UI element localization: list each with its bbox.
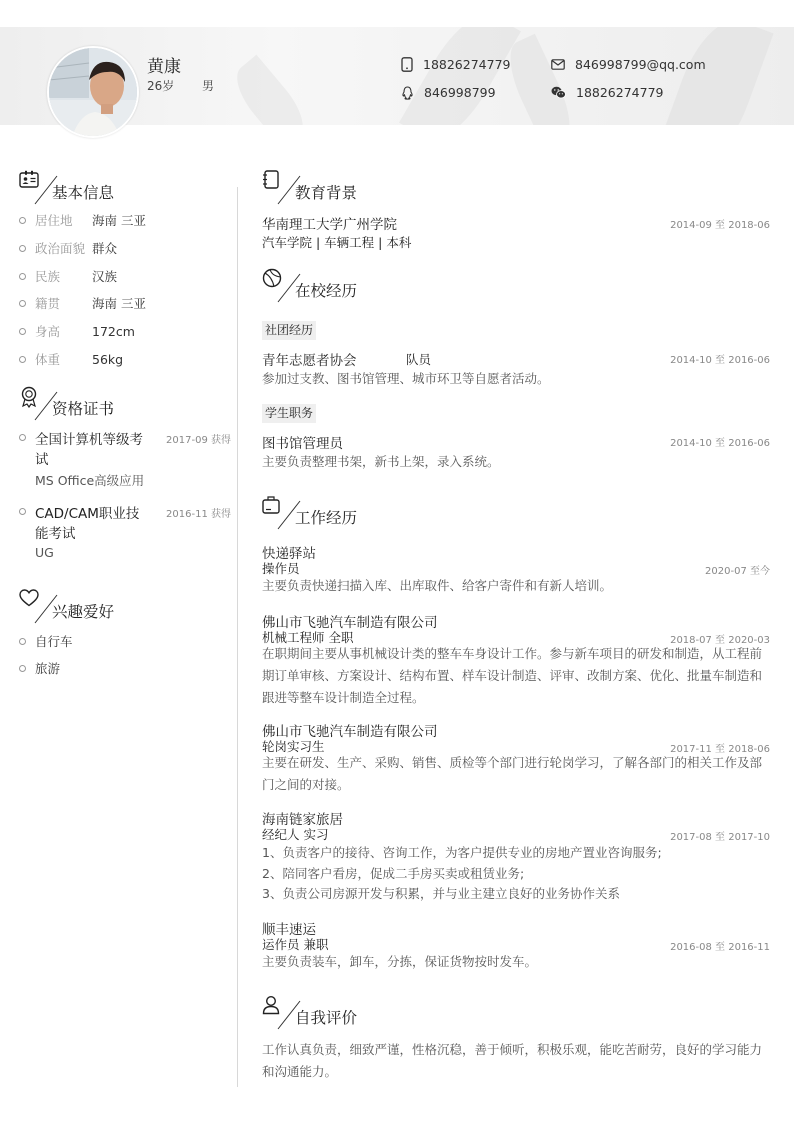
campus-desc: 主要负责整理书架，新书上架，录入系统。 — [262, 454, 500, 469]
section-hobbies — [19, 589, 219, 625]
campus-org: 图书馆管理员 — [262, 436, 343, 452]
section-certificates — [19, 386, 219, 422]
hobby-item: 旅游 — [19, 659, 60, 677]
work-company: 佛山市飞驰汽车制造有限公司 — [262, 724, 438, 740]
work-company: 佛山市飞驰汽车制造有限公司 — [262, 615, 438, 631]
work-desc-line: 1、负责客户的接待、咨询工作，为客户提供专业的房地产置业咨询服务; — [262, 845, 662, 860]
contact-phone — [401, 57, 510, 72]
education-major: 汽车学院 | 车辆工程 | 本科 — [262, 235, 412, 250]
section-title: 基本信息 — [52, 184, 115, 202]
section-self-eval — [262, 995, 462, 1031]
info-row-ethnicity: 民族 汉族 — [19, 267, 117, 285]
avatar — [47, 46, 139, 138]
section-campus — [262, 268, 462, 304]
school-name: 华南理工大学广州学院 — [262, 217, 397, 233]
section-education — [262, 170, 462, 206]
cert-detail: UG — [35, 545, 54, 560]
work-date: 2020-07 至今 — [705, 566, 770, 577]
work-date: 2017-11 至 2018-06 — [670, 744, 770, 755]
info-row-residence: 居住地 海南 三亚 — [19, 211, 146, 229]
campus-date: 2014-10 至 2016-06 — [670, 438, 770, 449]
work-date: 2018-07 至 2020-03 — [670, 635, 770, 646]
info-row-hometown: 籍贯 海南 三亚 — [19, 294, 146, 312]
section-basic-info — [19, 170, 219, 206]
section-title: 教育背景 — [295, 184, 358, 202]
cert-detail: MS Office高级应用 — [35, 473, 145, 488]
campus-role: 队员 — [406, 352, 432, 367]
cert-item — [19, 504, 231, 564]
email-address: 846998799@qq.com — [575, 57, 706, 72]
campus-tag: 学生职务 — [262, 404, 316, 423]
contact-email — [551, 57, 706, 72]
wechat-icon — [551, 86, 566, 99]
education-date: 2014-09 至 2018-06 — [670, 220, 770, 231]
cert-date: 2016-11 获得 — [166, 509, 231, 520]
person-age: 26岁 — [147, 79, 175, 93]
cert-name: 全国计算机等级考试 — [35, 432, 143, 468]
work-company: 顺丰速运 — [262, 922, 316, 938]
cert-item — [19, 430, 231, 490]
work-role: 机械工程师 全职 — [262, 630, 354, 645]
section-title: 工作经历 — [295, 509, 358, 527]
phone-number: 18826274779 — [423, 57, 511, 72]
column-divider — [237, 187, 238, 1087]
info-row-political: 政治面貌 群众 — [19, 239, 117, 257]
section-title: 资格证书 — [52, 400, 115, 418]
section-title: 在校经历 — [295, 282, 358, 300]
work-company: 海南链家旅居 — [262, 812, 343, 828]
work-role: 运作员 兼职 — [262, 937, 329, 952]
info-row-weight: 体重 56kg — [19, 350, 123, 368]
work-date: 2017-08 至 2017-10 — [670, 832, 770, 843]
work-desc-line: 2、陪同客户看房，促成二手房买卖或租赁业务; — [262, 866, 525, 881]
work-role: 轮岗实习生 — [262, 739, 325, 754]
person-name: 黄康 — [147, 57, 181, 77]
work-date: 2016-08 至 2016-11 — [670, 942, 770, 953]
campus-desc: 参加过支教、图书馆管理、城市环卫等自愿者活动。 — [262, 371, 550, 386]
person-gender: 男 — [202, 79, 215, 93]
work-desc: 在职期间主要从事机械设计类的整车车身设计工作。参与新车项目的研发和制造，从工程前期订单审核、方案设计、结构布置、样车设计制造、评审、改制方案、优化、批量车制造和跟进等整车设计制造全过程。 — [262, 646, 763, 705]
avatar-photo — [49, 48, 139, 138]
hobby-item: 自行车 — [19, 632, 73, 650]
campus-tag: 社团经历 — [262, 321, 316, 340]
qq-number: 846998799 — [424, 85, 496, 100]
wechat-id: 18826274779 — [576, 85, 664, 100]
phone-icon — [401, 57, 413, 72]
work-desc: 主要负责快递扫描入库、出库取件、给客户寄件和有新人培训。 — [262, 578, 613, 593]
contact-wechat — [551, 85, 663, 100]
email-icon — [551, 59, 565, 70]
section-title: 兴趣爱好 — [52, 603, 115, 621]
work-desc-line: 3、负责公司房源开发与积累，并与业主建立良好的业务协作关系 — [262, 886, 620, 901]
info-row-height: 身高 172cm — [19, 322, 135, 340]
cert-name: CAD/CAM职业技能考试 — [35, 506, 140, 542]
cert-date: 2017-09 获得 — [166, 435, 231, 446]
qq-icon — [401, 86, 414, 100]
work-role: 经纪人 实习 — [262, 827, 329, 842]
campus-date: 2014-10 至 2016-06 — [670, 355, 770, 366]
work-desc: 主要在研发、生产、采购、销售、质检等个部门进行轮岗学习，了解各部门的相关工作及部门之间的对接。 — [262, 755, 763, 792]
work-desc: 主要负责装车，卸车，分拣，保证货物按时发车。 — [262, 954, 538, 969]
section-work — [262, 495, 462, 531]
work-role: 操作员 — [262, 561, 300, 576]
campus-org: 青年志愿者协会 — [262, 353, 357, 369]
section-title: 自我评价 — [295, 1009, 358, 1027]
work-company: 快递驿站 — [262, 546, 316, 562]
self-eval-text: 工作认真负责，细致严谨，性格沉稳，善于倾听，积极乐观，能吃苦耐劳，良好的学习能力和沟通能力。 — [262, 1042, 763, 1079]
contact-qq — [401, 85, 496, 100]
